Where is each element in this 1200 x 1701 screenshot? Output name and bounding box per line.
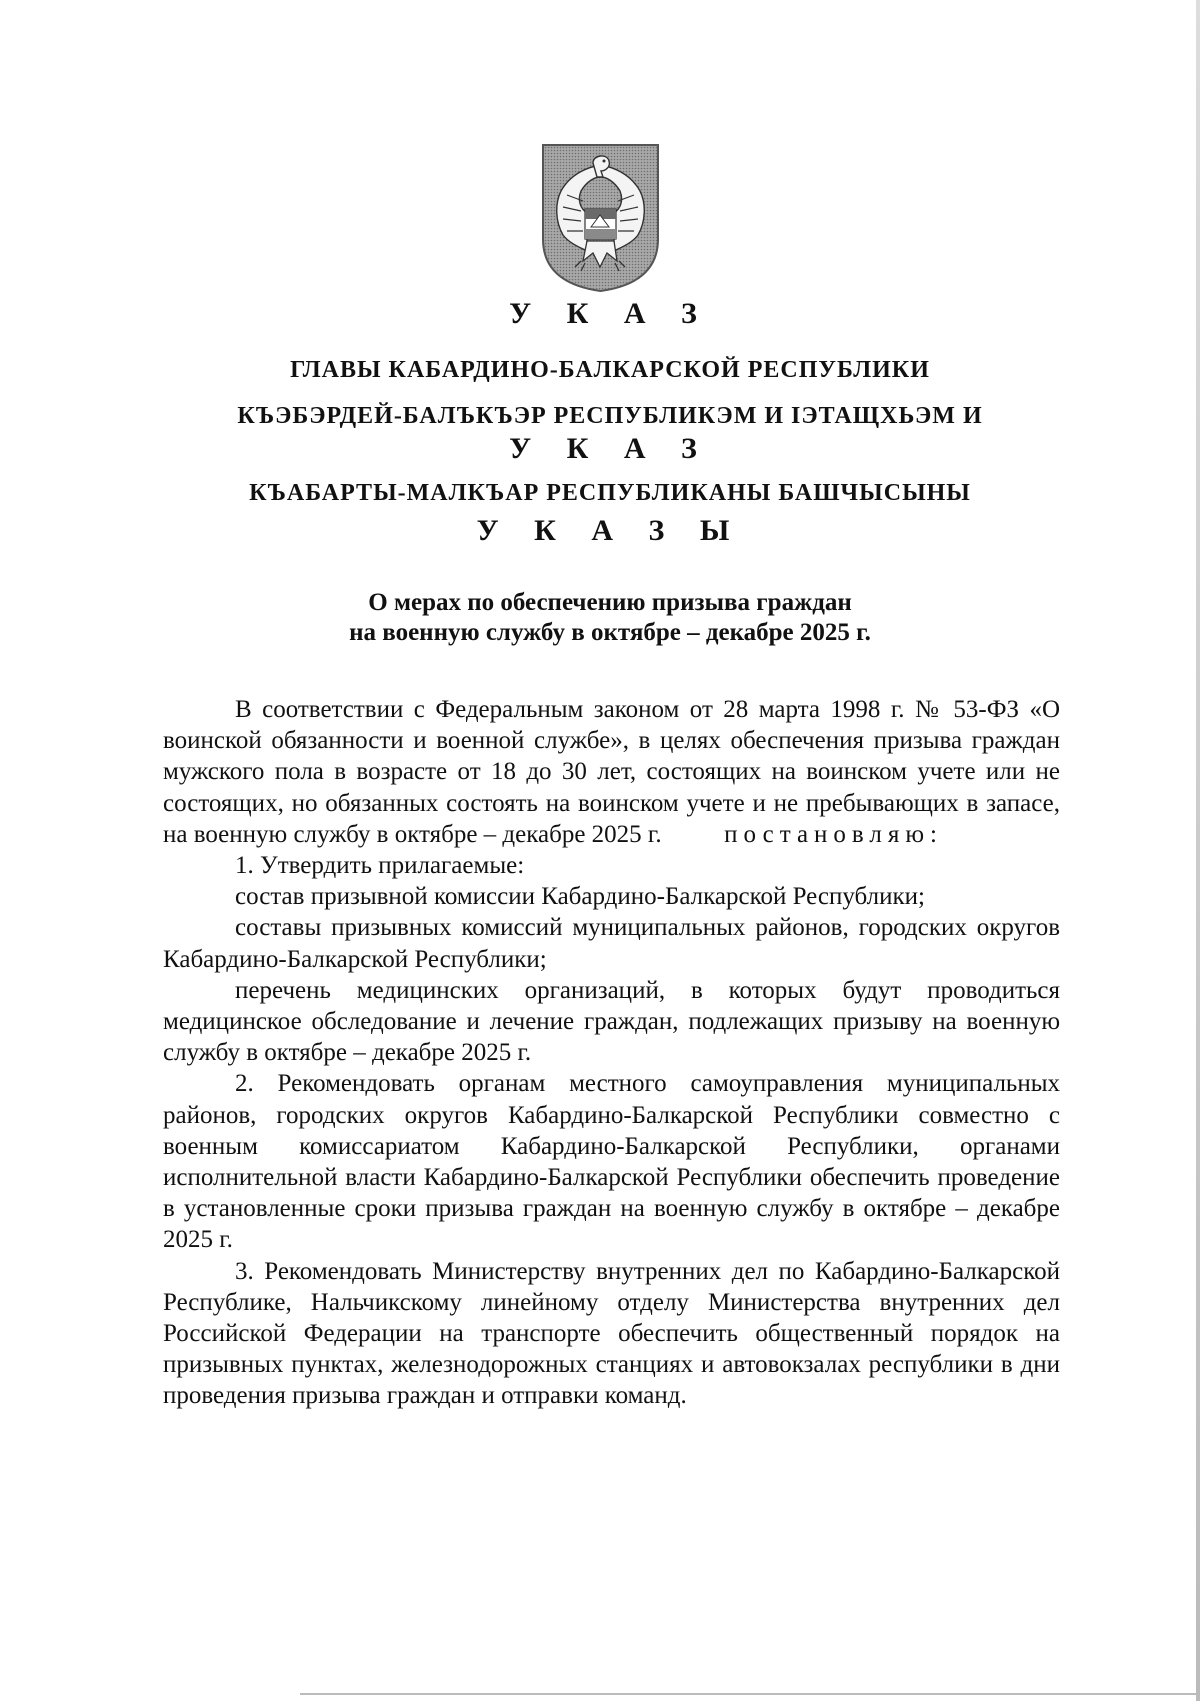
ukaz-label-krc: У К А З Ы xyxy=(476,514,744,547)
preamble-paragraph xyxy=(163,694,1060,850)
coat-of-arms-emblem xyxy=(541,143,660,293)
ukaz-label-kbd: У К А З xyxy=(509,432,711,465)
header-ukaz-3 xyxy=(160,516,1060,546)
header-ukaz-2 xyxy=(160,434,1060,464)
header-krc-line xyxy=(160,481,1060,505)
document-title xyxy=(160,588,1060,648)
header-ru-line xyxy=(160,358,1060,382)
item-3: 3. Рекомендовать Министерству внутренних дел по Кабардино-Балкарской Республике, Нальчикскому линейному отделу Министерства внутренних дел Российской Федерации на транспорте обеспечить общественный порядок на призывных пунктах, железнодорожных станциях и автовокзалах республики в дни проведения призыва граждан и отправки команд. xyxy=(163,1257,1060,1410)
ukaz-label: У К А З xyxy=(509,297,711,330)
item-2: 2. Рекомендовать органам местного самоуправления муниципальных районов, городских округов Кабардино-Балкарской Республики совместно с военным комиссариатом Кабардино-Балкарской Республики, органами исполнительной власти Кабардино-Балкарской Республики обеспечить проведение в установленные сроки призыва граждан на военную службу в октябре – декабре 2025 г. xyxy=(163,1070,1060,1254)
header-ukaz-1 xyxy=(160,299,1060,329)
decree-word: постановляю: xyxy=(724,820,943,848)
head-of-republic-krc: КЪАБАРТЫ-МАЛКЪАР РЕСПУБЛИКАНЫ БАШЧЫСЫНЫ xyxy=(249,480,971,506)
document-body xyxy=(163,694,1060,1412)
preamble-text: В соответствии с Федеральным законом от 28 марта 1998 г. № 53-ФЗ «О воинской обязанности и военной службе», в целях обеспечения призыва граждан мужского пола в возрасте от 18 до 30 лет, состоящих на воинском учете или не состоящих, но обязанных состоять на воинском учете и не пребывающих в запасе, на военную службу в октябре – декабре 2025 г. xyxy=(163,696,1060,848)
head-of-republic-ru: ГЛАВЫ КАБАРДИНО-БАЛКАРСКОЙ РЕСПУБЛИКИ xyxy=(290,357,930,383)
item-1-b: составы призывных комиссий муниципальных районов, городских округов Кабардино-Балкарской Республики; xyxy=(163,914,1060,973)
item-1-c: перечень медицинских организаций, в которых будут проводиться медицинское обследование и лечение граждан, подлежащих призыву на военную службу в октябре – декабре 2025 г. xyxy=(163,976,1060,1067)
scan-edge-right xyxy=(1196,0,1200,1701)
head-of-republic-kbd: КЪЭБЭРДЕЙ-БАЛЪКЪЭР РЕСПУБЛИКЭМ И IЭТАЩХЬЭМ И xyxy=(237,403,983,429)
item-1: 1. Утвердить прилагаемые: xyxy=(235,852,525,880)
title-line-2: на военную службу в октябре – декабре 2025 г. xyxy=(349,619,871,646)
title-line-1: О мерах по обеспечению призыва граждан xyxy=(368,589,852,616)
item-1-a: состав призывной комиссии Кабардино-Балкарской Республики; xyxy=(235,883,925,911)
header-kbd-line xyxy=(160,404,1060,428)
scan-edge-bottom xyxy=(300,1693,1200,1695)
